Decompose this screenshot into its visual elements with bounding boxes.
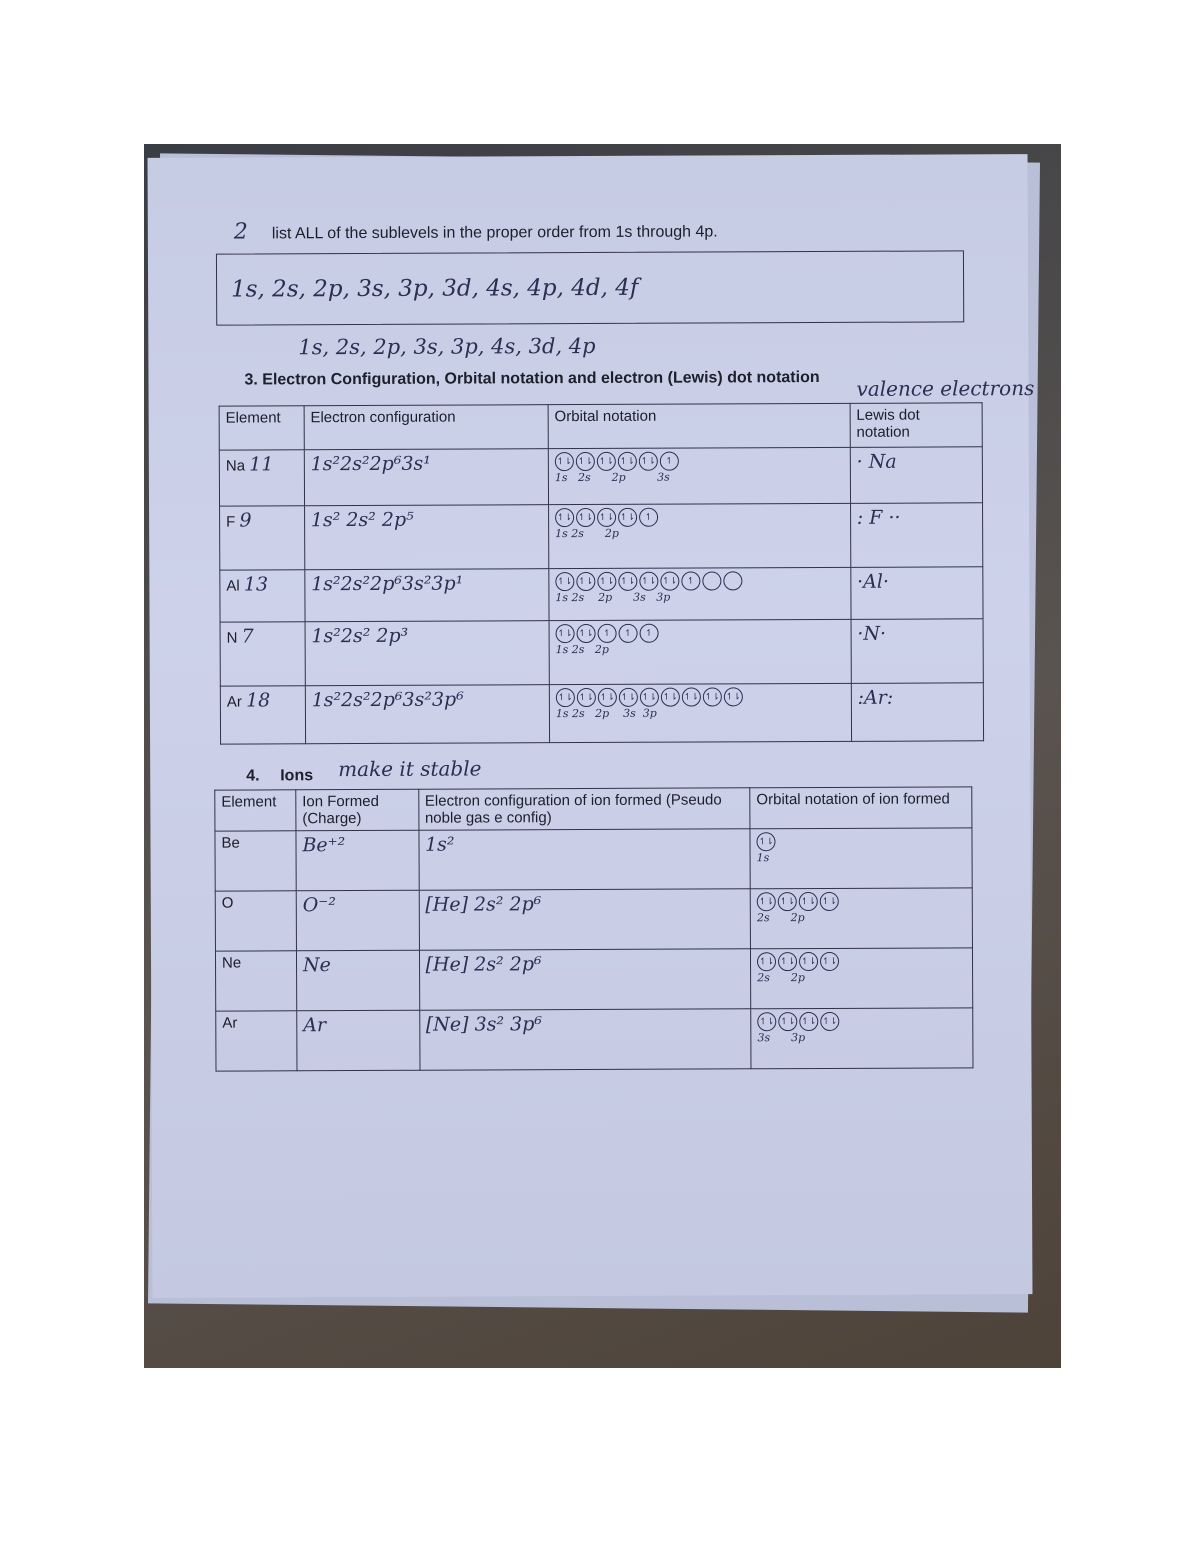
answer-box-text: 1s, 2s, 2p, 3s, 3p, 3d, 4s, 4p, 4d, 4f [231, 274, 639, 303]
ion-config: [He] 2s² 2p⁶ [425, 953, 542, 976]
sublevel-labels: 1s 2s 2p 3s 3p [555, 706, 657, 721]
orbital-circle: ↿⇂ [703, 687, 722, 706]
orbital-circle: ↿⇂ [820, 952, 839, 971]
orbital-circle: ↿⇂ [576, 572, 595, 591]
element-symbol: Na [225, 457, 246, 475]
orbital-circle: ↿⇂ [757, 832, 776, 851]
element-symbol: N [226, 629, 238, 647]
sublevel-labels: 1s [756, 851, 770, 865]
orbital-circle: ↿⇂ [778, 1012, 797, 1031]
sublevel-labels: 1s 2s 2p 3s [554, 470, 670, 485]
orbital-circle: ↿⇂ [661, 688, 680, 707]
header-element: Element [219, 406, 304, 450]
electron-config: 1s²2s² 2p³ [311, 624, 409, 648]
header-ion-config: Electron configuration of ion formed (Pseudo noble gas e config) [418, 788, 750, 830]
element-symbol: Ar [216, 1011, 297, 1071]
element-symbol: Ne [215, 951, 296, 1011]
orbital-circle: ↿ [681, 572, 700, 591]
orbital-circle: ↿⇂ [618, 572, 637, 591]
orbital-circle-empty [723, 571, 742, 590]
orbital-circle: ↿⇂ [556, 688, 575, 707]
table-row [216, 1008, 973, 1071]
table-row [219, 447, 982, 506]
ion-formed: Be⁺² [302, 834, 346, 857]
atomic-number: 18 [246, 689, 271, 712]
orbital-circle: ↿⇂ [660, 572, 679, 591]
sublevel-labels: 1s 2s 2p 3s 3p [555, 590, 671, 605]
orbital-circle: ↿⇂ [757, 952, 776, 971]
electron-config: 1s² 2s² 2p⁵ [310, 508, 414, 532]
element-symbol: Be [215, 831, 296, 891]
orbital-circle: ↿ [618, 624, 637, 643]
sublevel-labels: 3s 3p [757, 1031, 806, 1045]
header-ion-formed: Ion Formed (Charge) [296, 789, 419, 831]
ion-formed: O⁻² [302, 894, 336, 917]
electron-config: 1s²2s²2p⁶3s²3p¹ [311, 572, 464, 596]
header-lewis-dot: Lewis dot notation [850, 403, 982, 448]
ion-config: [Ne] 3s² 3p⁶ [425, 1013, 543, 1036]
orbital-circle: ↿⇂ [778, 892, 797, 911]
orbital-circle: ↿⇂ [598, 688, 617, 707]
orbital-circle: ↿⇂ [799, 892, 818, 911]
orbital-circle: ↿⇂ [618, 452, 637, 471]
orbital-circle: ↿⇂ [576, 508, 595, 527]
orbital-circle: ↿⇂ [778, 952, 797, 971]
atomic-number: 11 [249, 453, 274, 476]
orbital-circle: ↿⇂ [757, 892, 776, 911]
orbital-circle: ↿⇂ [555, 452, 574, 471]
orbital-circle: ↿⇂ [555, 508, 574, 527]
orbital-circle: ↿ [639, 624, 658, 643]
table-row [215, 828, 972, 891]
lewis-dot: · Na [856, 450, 897, 473]
orbital-circle: ↿⇂ [682, 688, 701, 707]
orbital-circle: ↿⇂ [639, 452, 658, 471]
orbital-circle: ↿⇂ [576, 452, 595, 471]
table-row [220, 619, 983, 686]
orbital-circle: ↿⇂ [820, 1012, 839, 1031]
question-2-number: 2 [233, 219, 248, 245]
element-symbol: F [226, 513, 236, 531]
question-2-prompt: list ALL of the sublevels in the proper order from 1s through 4p. [271, 223, 718, 243]
orbital-circle: ↿ [597, 624, 616, 643]
header-element: Element [215, 790, 296, 831]
atomic-number: 7 [241, 625, 254, 648]
orbital-circle: ↿⇂ [799, 952, 818, 971]
element-symbol: Al [226, 577, 240, 595]
lewis-dot: ·Al· [857, 570, 890, 593]
valence-electrons-note: valence electrons [856, 376, 1035, 401]
orbital-circle: ↿⇂ [597, 572, 616, 591]
orbital-circle: ↿⇂ [820, 892, 839, 911]
question-4-note: make it stable [338, 756, 482, 782]
question-4-number: 4. [246, 767, 260, 785]
atomic-number: 9 [239, 509, 252, 532]
table-row [220, 567, 983, 622]
header-electron-configuration: Electron configuration [304, 405, 548, 450]
header-orbital-notation: Orbital notation [548, 403, 850, 448]
orbital-circle: ↿⇂ [618, 508, 637, 527]
lewis-dot: : F ·· [856, 506, 901, 529]
orbital-circle: ↿⇂ [597, 508, 616, 527]
ion-config: 1s² [425, 833, 455, 856]
configuration-table [219, 402, 984, 744]
orbital-circle: ↿ [639, 508, 658, 527]
table-row [215, 888, 972, 951]
header-ion-orbital: Orbital notation of ion formed [750, 787, 972, 829]
orbital-circle: ↿ [660, 452, 679, 471]
electron-config: 1s²2s²2p⁶3s¹ [310, 452, 431, 476]
orbital-circle: ↿⇂ [799, 1012, 818, 1031]
orbital-circle: ↿⇂ [597, 452, 616, 471]
orbital-circle: ↿⇂ [724, 687, 743, 706]
photo-background [144, 144, 1061, 1368]
lewis-dot: :Ar: [857, 686, 894, 709]
ion-config: [He] 2s² 2p⁶ [425, 893, 542, 916]
orbital-circle: ↿⇂ [555, 572, 574, 591]
sublevel-labels: 2s 2p [757, 971, 805, 985]
orbital-circle: ↿⇂ [555, 624, 574, 643]
orbital-circle: ↿⇂ [577, 688, 596, 707]
ion-formed: Ar [303, 1014, 327, 1037]
table-row [220, 683, 983, 744]
worksheet-page [148, 154, 1033, 1298]
question-3-title: 3. Electron Configuration, Orbital notation and electron (Lewis) dot notation [244, 368, 820, 389]
answer-box [216, 250, 964, 325]
ions-table [214, 786, 973, 1071]
lewis-dot: ·N· [857, 622, 887, 645]
table-row [215, 948, 972, 1011]
orbital-circle: ↿⇂ [639, 572, 658, 591]
correction-text: 1s, 2s, 2p, 3s, 3p, 4s, 3d, 4p [298, 333, 596, 360]
sublevel-labels: 2s 2p [756, 911, 805, 925]
element-symbol: Ar [226, 693, 242, 711]
sublevel-labels: 1s 2s 2p [555, 526, 619, 541]
question-4-title: Ions [280, 767, 314, 785]
sublevel-labels: 1s 2s 2p [555, 642, 609, 657]
table-row [220, 503, 983, 570]
orbital-circle: ↿⇂ [640, 688, 659, 707]
orbital-circle: ↿⇂ [619, 688, 638, 707]
orbital-circle-empty [702, 571, 721, 590]
atomic-number: 13 [243, 573, 269, 596]
orbital-circle: ↿⇂ [576, 624, 595, 643]
orbital-circle: ↿⇂ [757, 1012, 776, 1031]
electron-config: 1s²2s²2p⁶3s²3p⁶ [311, 688, 464, 712]
element-symbol: O [215, 891, 296, 951]
ion-formed: Ne [302, 954, 331, 977]
